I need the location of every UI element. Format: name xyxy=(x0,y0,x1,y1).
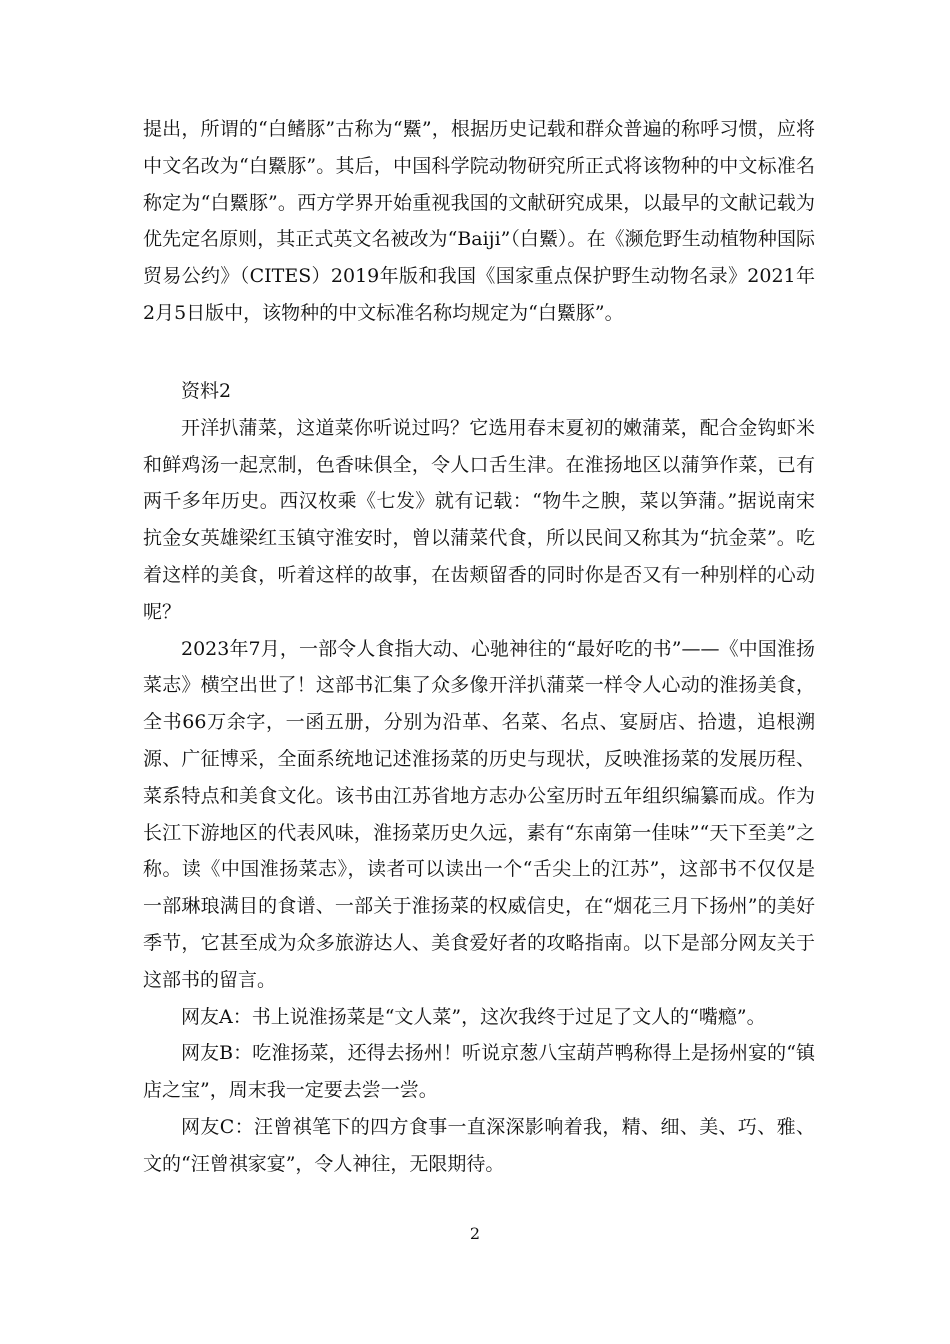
section-heading: 资料2 xyxy=(181,380,232,402)
continued-paragraph: 提出，所谓的“白鳍豚”古称为“鱀”，根据历史记载和群众普遍的称呼习惯，应将中文名改为“白鱀豚”。其后，中国科学院动物研究所正式将该物种的中文标准名称定为“白鱀豚”。西方学界开始重视我国的文献研究成果，以最早的文献记载为优先定名原则，其正式英文名被改为“Baiji”（白鱀）。在《濒危野生动植物种国际贸易公约》（CITES）2019年版和我国《国家重点保护野生动物名录》2021年2月5日版中，该物种的中文标准名称均规定为“白鱀豚”。 xyxy=(143,118,815,324)
paragraph-book-intro: 2023年7月，一部令人食指大动、心驰神往的“最好吃的书”——《中国淮扬菜志》横空出世了！这部书汇集了众多像开洋扒蒲菜一样令人心动的淮扬美食，全书66万余字，一函五册，分别为沿革、名菜、名点、宴厨店、拾遗，追根溯源、广征博采，全面系统地记述淮扬菜的历史与现状，反映淮扬菜的发展历程、菜系特点和美食文化。该书由江苏省地方志办公室历时五年组织编纂而成。作为长江下游地区的代表风味，淮扬菜历史久远，素有“东南第一佳味”“天下至美”之称。读《中国淮扬菜志》，读者可以读出一个“舌尖上的江苏”，这部书不仅仅是一部琳琅满目的食谱、一部关于淮扬菜的权威信史，在“烟花三月下扬州”的美好季节，它甚至成为众多旅游达人、美食爱好者的攻略指南。以下是部分网友关于这部书的留言。 xyxy=(143,637,815,991)
comment-user-c: 网友C：汪曾祺笔下的四方食事一直深深影响着我，精、细、美、巧、雅、文的“汪曾祺家宴”，令人神往，无限期待。 xyxy=(143,1115,815,1175)
comment-user-a: 网友A：书上说淮扬菜是“文人菜”，这次我终于过足了文人的“嘴瘾”。 xyxy=(181,1005,766,1028)
comment-user-b: 网友B：吃淮扬菜，还得去扬州！听说京葱八宝葫芦鸭称得上是扬州宴的“镇店之宝”，周末我一定要去尝一尝。 xyxy=(143,1042,815,1102)
paragraph-pucai-intro: 开洋扒蒲菜，这道菜你听说过吗？它选用春末夏初的嫩蒲菜，配合金钩虾米和鲜鸡汤一起烹制，色香味俱全，令人口舌生津。在淮扬地区以蒲笋作菜，已有两千多年历史。西汉枚乘《七发》就有记载：“物牛之腴，菜以笋蒲。”据说南宋抗金女英雄梁红玉镇守淮安时，曾以蒲菜代食，所以民间又称其为“抗金菜”。吃着这样的美食，听着这样的故事，在齿颊留香的同时你是否又有一种别样的心动呢？ xyxy=(143,416,815,623)
material-2-section xyxy=(143,373,815,1183)
continued-section xyxy=(143,111,815,332)
page-number: 2 xyxy=(469,1224,481,1243)
